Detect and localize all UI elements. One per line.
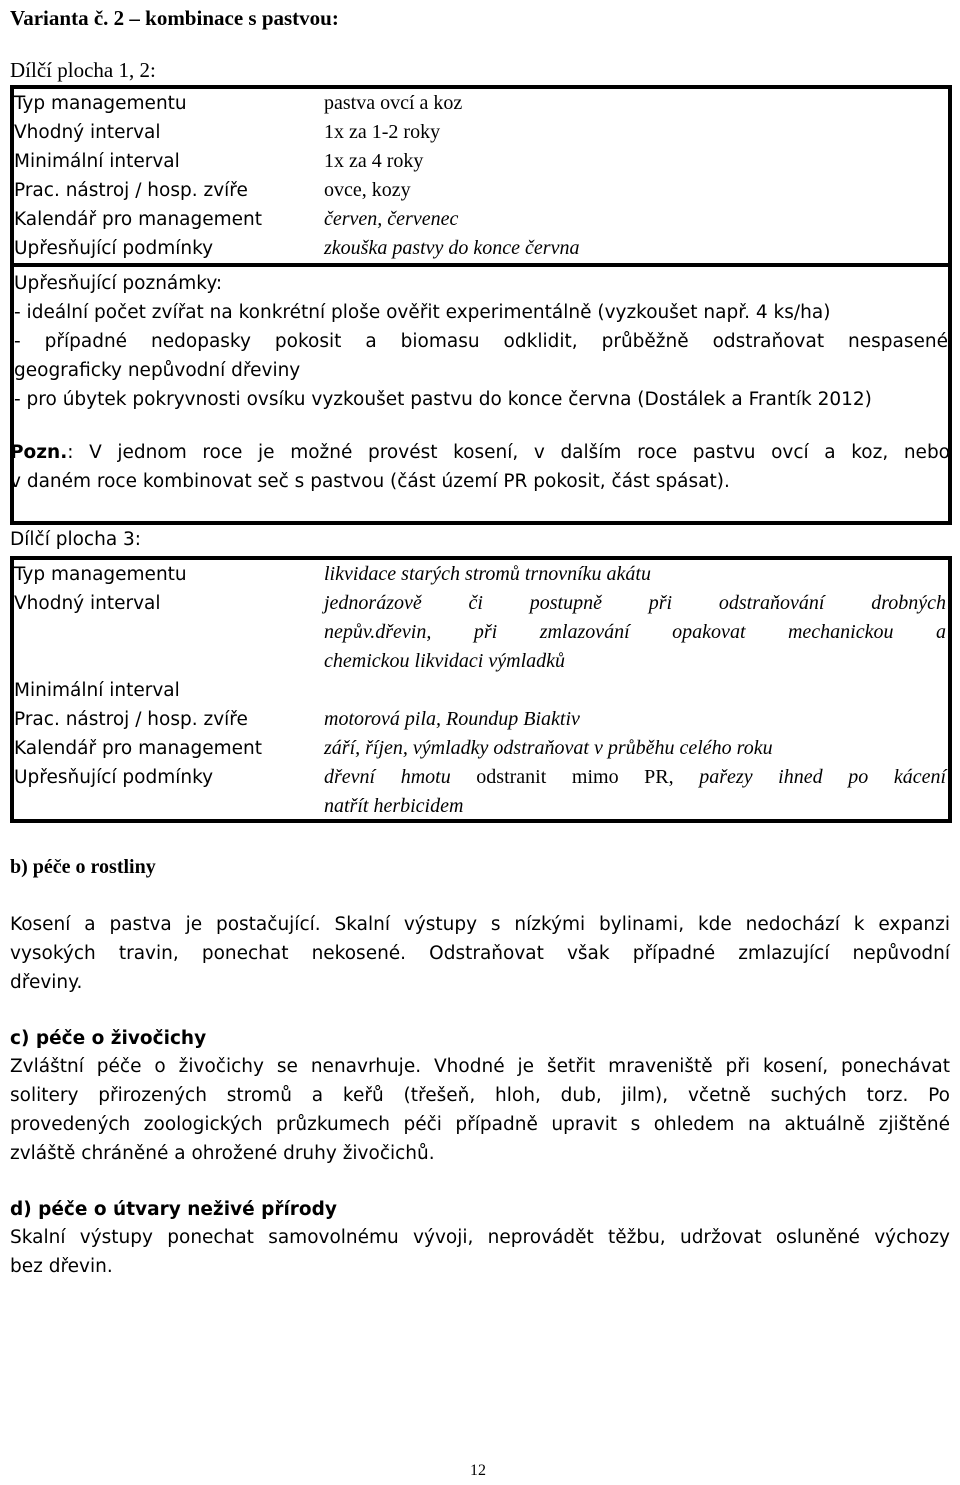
row-value: září, říjen, výmladky odstraňovat v průběhu celého roku xyxy=(324,737,773,759)
note-line: - pro úbytek pokryvnosti ovsíku vyzkoušet pastvu do konce června (Dostálek a Frantík 2012) xyxy=(14,389,872,410)
value-part: pařezy ihned po kácení xyxy=(699,766,947,788)
row-label: Minimální interval xyxy=(14,151,180,172)
value-part: odstranit mimo PR, xyxy=(450,766,700,788)
section1-title: Dílčí plocha 1, 2: xyxy=(10,58,156,82)
text-line: provedených zoologických průzkumech péči případně upravit s ohledem na aktuálně zjištěné xyxy=(10,1114,950,1135)
section-c-title: c) péče o živočichy xyxy=(10,1028,207,1049)
table-row xyxy=(14,147,948,176)
row-value: 1x za 1-2 roky xyxy=(324,121,441,143)
row-value: ovce, kozy xyxy=(324,179,411,201)
note-line: geograficky nepůvodní dřeviny xyxy=(14,360,301,381)
row-label: Typ managementu xyxy=(14,564,187,585)
section-d-title: d) péče o útvary neživé přírody xyxy=(10,1199,337,1220)
note-line: - případné nedopasky pokosit a biomasu odklidit, průběžně odstraňovat nespasené xyxy=(14,331,948,352)
pozn-text: : V jednom roce je možné provést kosení, v dalším roce pastvu ovcí a koz, nebo xyxy=(67,442,950,463)
text-line: dřeviny. xyxy=(10,972,83,993)
row-label: Prac. nástroj / hosp. zvíře xyxy=(14,180,248,201)
value-part: dřevní hmotu xyxy=(324,766,451,788)
row-value: červen, červenec xyxy=(324,208,459,230)
table-row xyxy=(14,205,948,234)
value-line: natřít herbicidem xyxy=(324,795,464,817)
row-label: Upřesňující podmínky xyxy=(14,767,214,788)
table-row xyxy=(14,560,948,589)
value-line: chemickou likvidaci výmladků xyxy=(324,650,565,672)
section-b-title: b) péče o rostliny xyxy=(10,856,156,878)
row-label: Kalendář pro management xyxy=(14,738,263,759)
table-row xyxy=(14,705,948,734)
section-d-text xyxy=(10,1223,950,1281)
row-label: Prac. nástroj / hosp. zvíře xyxy=(14,709,248,730)
row-value xyxy=(324,589,948,676)
table-row xyxy=(14,89,948,118)
text-line: bez dřevin. xyxy=(10,1256,113,1277)
row-label: Upřesňující podmínky xyxy=(14,238,214,259)
pozn-line xyxy=(10,438,950,467)
table-row xyxy=(14,234,948,263)
row-value: pastva ovcí a koz xyxy=(324,92,463,114)
text-line: Kosení a pastva je postačující. Skalní výstupy s nízkými bylinami, kde nedochází k expanzi xyxy=(10,914,950,935)
section3-title: Dílčí plocha 3: xyxy=(10,529,142,550)
value-line: jednorázově či postupně při odstraňování drobných xyxy=(324,592,946,614)
table-row xyxy=(14,763,948,821)
row-value: likvidace starých stromů trnovníku akátu xyxy=(324,563,651,585)
text-line: vysokých travin, ponechat nekosené. Odstraňovat však případné zmlazující nepůvodní xyxy=(10,943,950,964)
row-label: Vhodný interval xyxy=(14,122,161,143)
row-label: Typ managementu xyxy=(14,93,187,114)
pozn-paragraph xyxy=(10,438,950,496)
table-row xyxy=(14,176,948,205)
row-value: motorová pila, Roundup Biaktiv xyxy=(324,708,580,730)
row-label: Vhodný interval xyxy=(14,593,161,614)
page-number: 12 xyxy=(470,1462,486,1479)
row-value: 1x za 4 roky xyxy=(324,150,424,172)
row-label: Minimální interval xyxy=(14,680,180,701)
pozn-line: v daném roce kombinovat seč s pastvou (část území PR pokosit, část spásat). xyxy=(10,471,730,492)
section-b-text xyxy=(10,910,950,997)
note-line: - ideální počet zvířat na konkrétní ploše ověřit experimentálně (vyzkoušet např. 4 ks/ha) xyxy=(14,302,831,323)
pozn-label: Pozn. xyxy=(10,442,68,463)
row-label: Kalendář pro management xyxy=(14,209,263,230)
section3-table xyxy=(10,556,952,823)
section-c-text xyxy=(10,1052,950,1168)
row-value xyxy=(324,676,948,705)
notes-label: Upřesňující poznámky: xyxy=(14,273,223,294)
value-line: nepův.dřevin, při zmlazování opakovat mechanickou a xyxy=(324,621,946,643)
text-line: Skalní výstupy ponechat samovolnému vývoji, neprovádět těžbu, udržovat osluněné výchozy xyxy=(10,1227,950,1248)
row-value xyxy=(324,763,948,821)
text-line: Zvláštní péče o živočichy se nenavrhuje. Vhodné je šetřit mraveniště při kosení, ponechávat xyxy=(10,1056,950,1077)
text-line: solitery přirozených stromů a keřů (třešeň, hloh, dub, jilm), včetně suchých torz. Po xyxy=(10,1085,950,1106)
variant-heading: Varianta č. 2 – kombinace s pastvou: xyxy=(10,6,339,30)
text-line: zvláště chráněné a ohrožené druhy živočichů. xyxy=(10,1143,435,1164)
table-row xyxy=(14,734,948,763)
notes-block xyxy=(14,269,948,414)
value-line xyxy=(324,763,946,792)
table-row xyxy=(14,676,948,705)
table-divider xyxy=(14,263,948,267)
table-row xyxy=(14,118,948,147)
row-value: zkouška pastvy do konce června xyxy=(324,237,580,259)
table-row xyxy=(14,589,948,676)
